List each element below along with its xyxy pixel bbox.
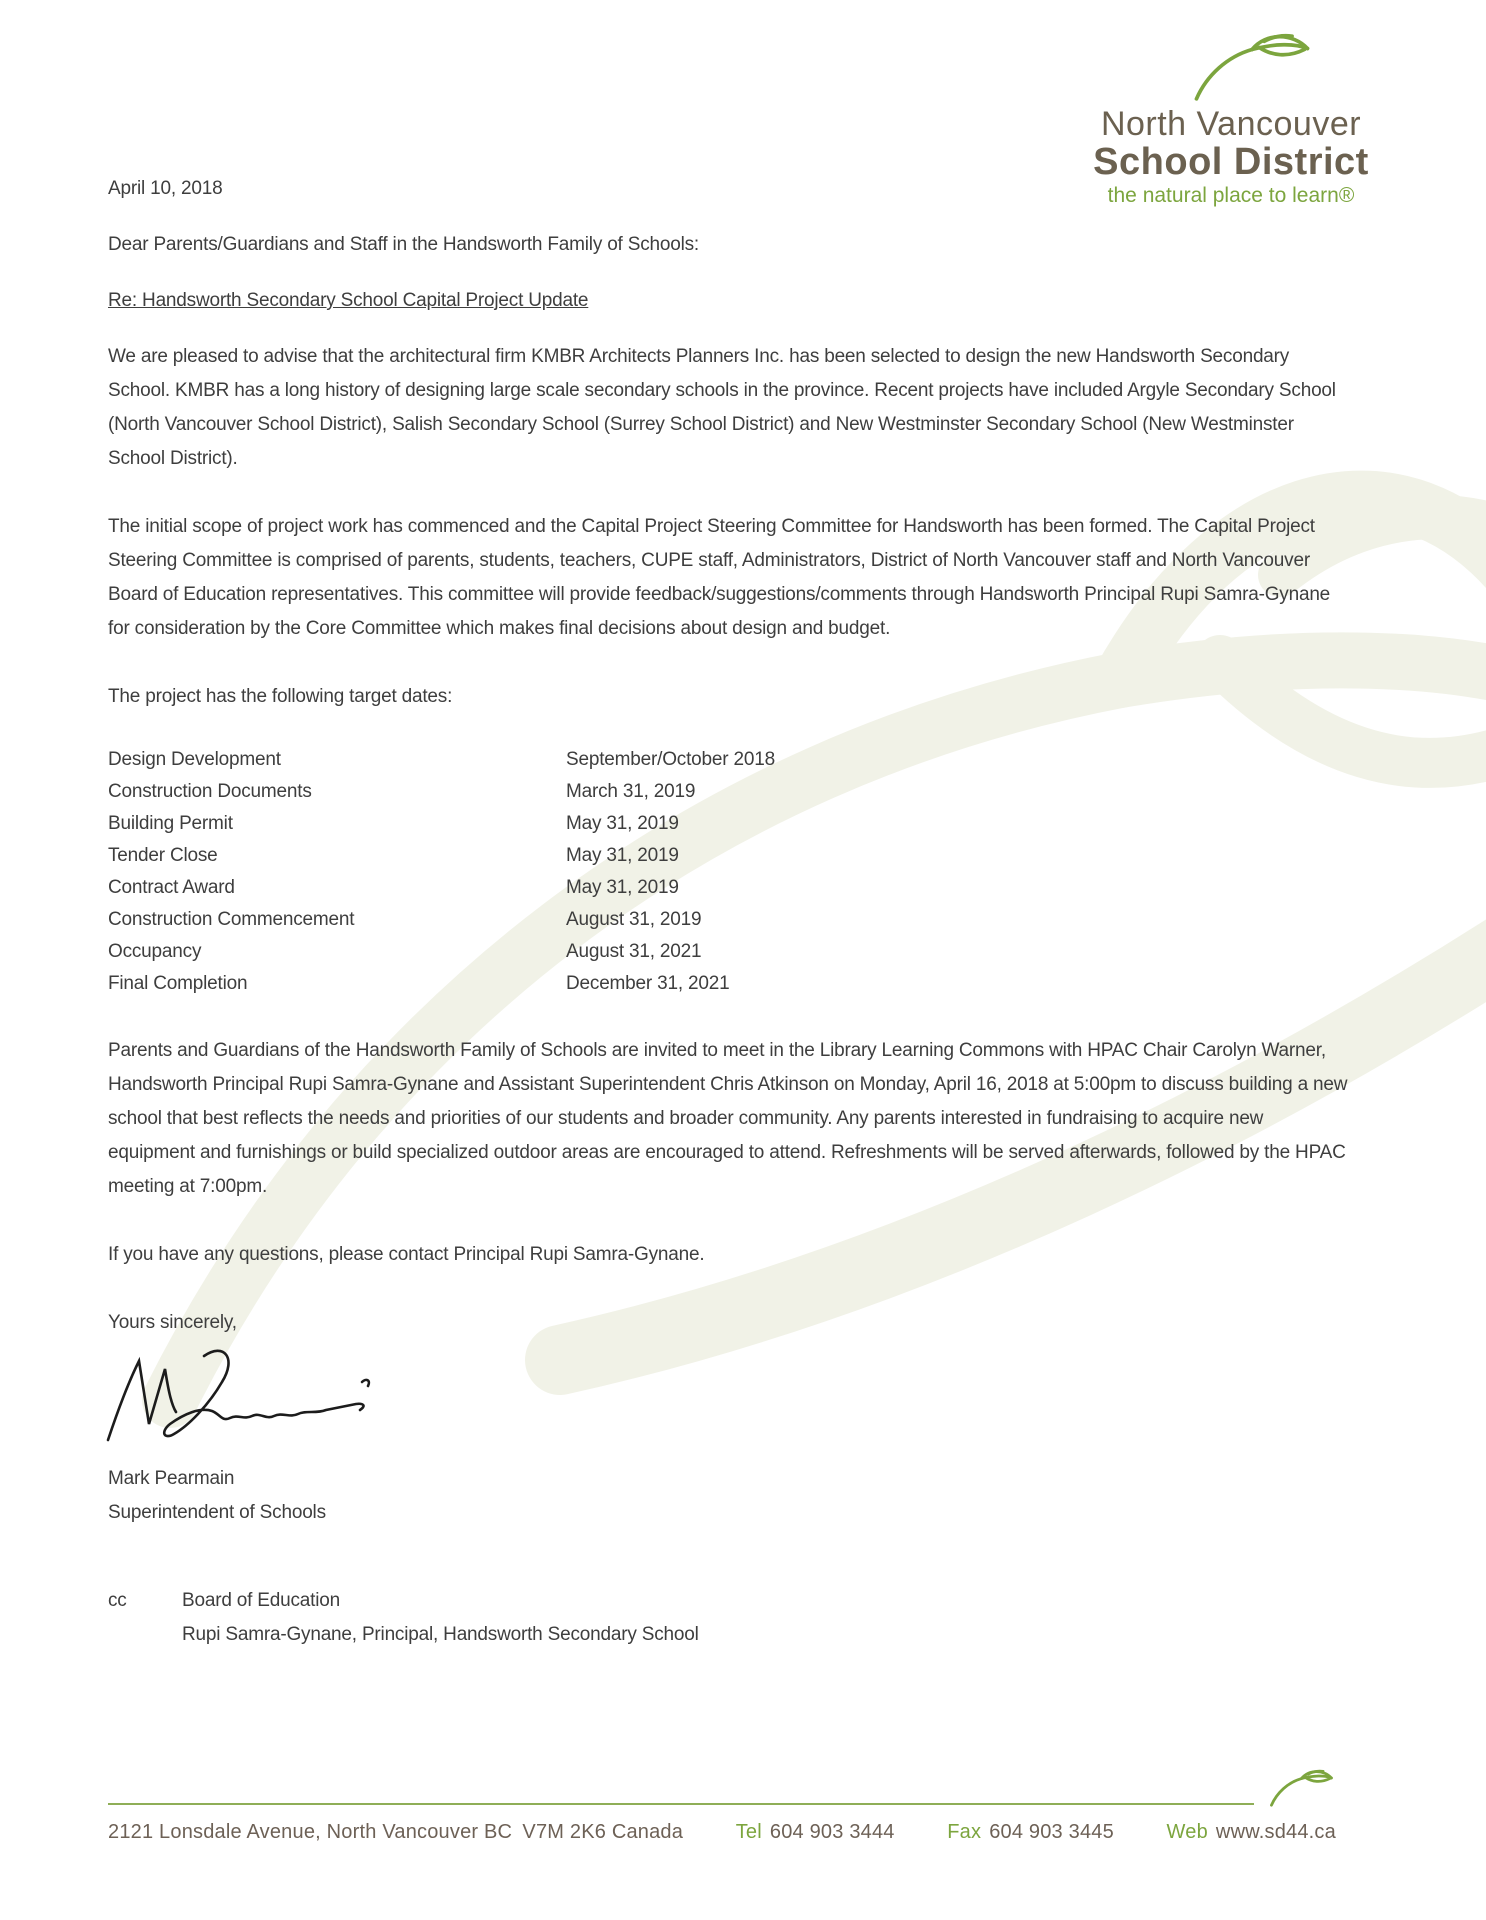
milestone-cell: Building Permit bbox=[108, 813, 233, 834]
milestone-cell: Occupancy bbox=[108, 941, 202, 962]
milestone-cell: Construction Commencement bbox=[108, 909, 355, 930]
valediction: Yours sincerely, bbox=[108, 1312, 237, 1333]
cc-label: cc bbox=[108, 1590, 127, 1611]
table-row bbox=[108, 872, 1350, 904]
date-cell: May 31, 2019 bbox=[566, 877, 679, 898]
table-row bbox=[108, 840, 1350, 872]
table-row bbox=[108, 968, 1350, 1000]
subject-line: Re: Handsworth Secondary School Capital Project Update bbox=[108, 290, 589, 311]
date-cell: August 31, 2019 bbox=[566, 909, 702, 930]
table-row bbox=[108, 776, 1350, 808]
letter-footer bbox=[108, 1768, 1336, 1844]
leaf-footer-icon bbox=[1268, 1768, 1336, 1808]
date-cell: December 31, 2021 bbox=[566, 973, 730, 994]
milestone-cell: Final Completion bbox=[108, 973, 248, 994]
org-name-line1: North Vancouver bbox=[1100, 105, 1362, 143]
salutation: Dear Parents/Guardians and Staff in the Handsworth Family of Schools: bbox=[108, 234, 699, 255]
letter-date: April 10, 2018 bbox=[108, 178, 223, 199]
date-cell: August 31, 2021 bbox=[566, 941, 702, 962]
milestone-cell: Tender Close bbox=[108, 845, 218, 866]
footer-fax bbox=[947, 1821, 1114, 1844]
org-name-line2: School District bbox=[1093, 141, 1369, 183]
cc-recipient: Board of Education bbox=[182, 1590, 341, 1611]
date-cell: May 31, 2019 bbox=[566, 813, 679, 834]
paragraph-architect: We are pleased to advise that the architectural firm KMBR Architects Planners Inc. has been selected to design the new Handsworth Secondary School. KMBR has a long history of designing large scale secondary schools in the province. Recent projects have included Argyle Secondary School (North Vancouver School District), Salish Secondary School (Surrey School District) and New Westminster Secondary School (New Westminster School District). bbox=[108, 346, 1336, 469]
org-tagline: the natural place to learn® bbox=[1107, 184, 1355, 207]
milestone-cell: Design Development bbox=[108, 749, 281, 770]
web-address: www.sd44.ca bbox=[1215, 1821, 1336, 1843]
tel-number: 604 903 3444 bbox=[769, 1821, 895, 1843]
target-dates-table bbox=[108, 744, 1350, 1000]
cc-recipient: Rupi Samra-Gynane, Principal, Handsworth Secondary School bbox=[182, 1624, 699, 1645]
fax-label: Fax bbox=[947, 1821, 982, 1843]
paragraph-committee: The initial scope of project work has commenced and the Capital Project Steering Committee for Handsworth has been formed. The Capital Project Steering Committee is comprised of parents, students, teachers, CUPE staff, Administrators, District of North Vancouver staff and North Vancouver Board of Education representatives. This committee will provide feedback/suggestions/comments through Handsworth Principal Rupi Samra-Gynane for consideration by the Core Committee which makes final decisions about design and budget. bbox=[108, 516, 1331, 639]
footer-rule-row bbox=[108, 1768, 1336, 1808]
table-row bbox=[108, 904, 1350, 936]
footer-contact-row bbox=[108, 1821, 1336, 1844]
fax-number: 604 903 3445 bbox=[989, 1821, 1114, 1843]
paragraph-meeting: Parents and Guardians of the Handsworth Family of Schools are invited to meet in the Library Learning Commons with HPAC Chair Carolyn Warner, Handsworth Principal Rupi Samra-Gynane and Assistant Superintendent Chris Atkinson on Monday, April 16, 2018 at 5:00pm to discuss building a new school that best reflects the needs and priorities of our students and broader community. Any parents interested in fundraising to acquire new equipment and furnishings or build specialized outdoor areas are encouraged to attend. Refreshments will be served afterwards, followed by the HPAC meeting at 7:00pm. bbox=[108, 1040, 1348, 1197]
milestone-cell: Contract Award bbox=[108, 877, 235, 898]
signer-title: Superintendent of Schools bbox=[108, 1502, 326, 1523]
signature-image bbox=[104, 1348, 379, 1448]
date-cell: May 31, 2019 bbox=[566, 845, 679, 866]
target-dates-intro: The project has the following target dates: bbox=[108, 686, 453, 707]
footer-divider bbox=[108, 1803, 1254, 1805]
cc-block bbox=[108, 1584, 1350, 1652]
table-row bbox=[108, 744, 1350, 776]
date-cell: September/October 2018 bbox=[566, 749, 775, 770]
footer-address: 2121 Lonsdale Avenue, North Vancouver BC V7M 2K6 Canada bbox=[108, 1821, 684, 1843]
table-row bbox=[108, 808, 1350, 840]
footer-tel bbox=[736, 1821, 895, 1844]
signer-name: Mark Pearmain bbox=[108, 1468, 235, 1489]
date-cell: March 31, 2019 bbox=[566, 781, 696, 802]
cc-recipients bbox=[182, 1584, 699, 1652]
tel-label: Tel bbox=[735, 1821, 762, 1843]
web-label: Web bbox=[1166, 1821, 1208, 1843]
table-row bbox=[108, 936, 1350, 968]
milestone-cell: Construction Documents bbox=[108, 781, 312, 802]
footer-web bbox=[1167, 1821, 1336, 1844]
paragraph-questions: If you have any questions, please contact Principal Rupi Samra-Gynane. bbox=[108, 1244, 705, 1265]
